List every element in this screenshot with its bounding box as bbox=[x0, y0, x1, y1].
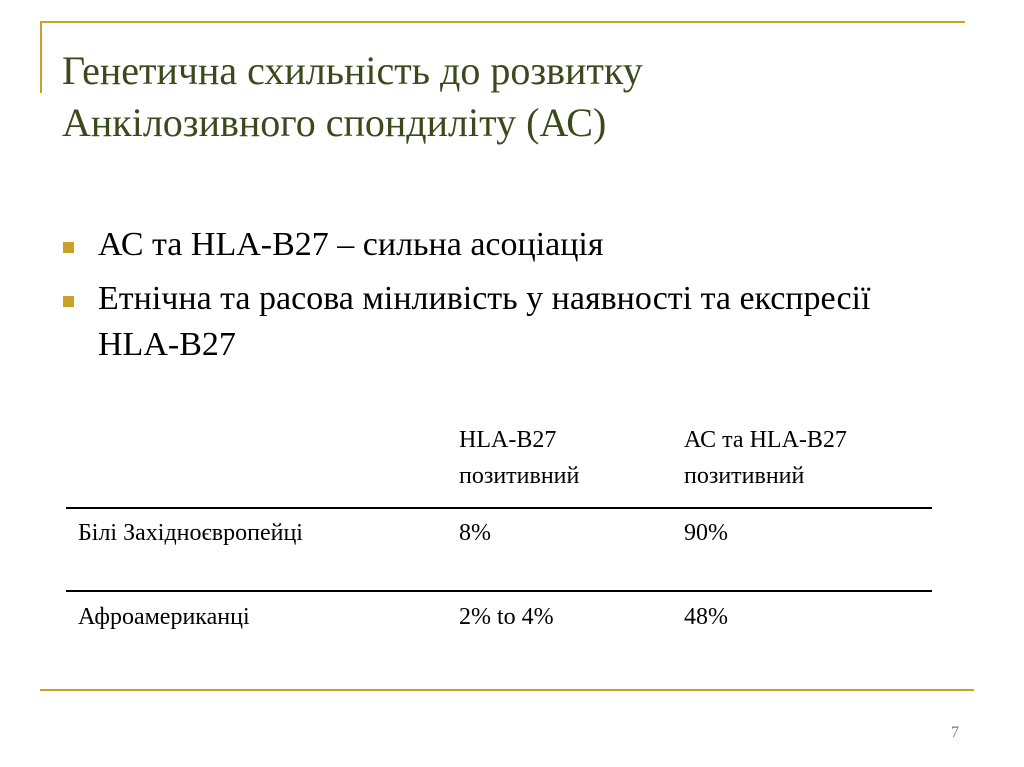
bottom-horizontal-rule bbox=[40, 689, 974, 691]
hla-b27-positive-cell: 2% to 4% bbox=[459, 604, 554, 630]
bullet-text: АС та HLA-B27 – сильна асоціація bbox=[98, 226, 604, 263]
bullet-list bbox=[60, 222, 960, 376]
as-hla-b27-positive-cell: 90% bbox=[684, 520, 728, 546]
row-group-cell: Афроамериканці bbox=[78, 604, 250, 630]
page-number: 7 bbox=[951, 724, 959, 741]
column-header-hla-b27-positive bbox=[459, 422, 579, 494]
as-hla-b27-positive-cell: 48% bbox=[684, 604, 728, 630]
slide-title bbox=[62, 45, 962, 149]
bullet-item bbox=[60, 276, 960, 368]
bullet-text: Етнічна та расова мінливість у наявності та експресії HLA-B27 bbox=[98, 280, 871, 363]
square-bullet-icon bbox=[63, 242, 74, 253]
row-group-cell: Білі Західноєвропейці bbox=[78, 520, 303, 546]
table-row-divider bbox=[66, 590, 932, 592]
column-header-line: HLA-B27 bbox=[459, 427, 557, 453]
slide-title-line-1: Генетична схильність до розвитку bbox=[62, 48, 643, 93]
square-bullet-icon bbox=[63, 296, 74, 307]
slide-title-line-2: Анкілозивного спондиліту (АС) bbox=[62, 100, 607, 145]
top-vertical-rule bbox=[40, 21, 42, 93]
column-header-line: позитивний bbox=[459, 463, 580, 489]
table-header-divider bbox=[66, 507, 932, 509]
top-horizontal-rule bbox=[40, 21, 965, 23]
column-header-line: АС та HLA-B27 bbox=[684, 427, 847, 453]
column-header-as-hla-b27-positive bbox=[684, 422, 847, 494]
column-header-line: позитивний bbox=[684, 463, 805, 489]
hla-b27-positive-cell: 8% bbox=[459, 520, 491, 546]
bullet-item bbox=[60, 222, 960, 268]
